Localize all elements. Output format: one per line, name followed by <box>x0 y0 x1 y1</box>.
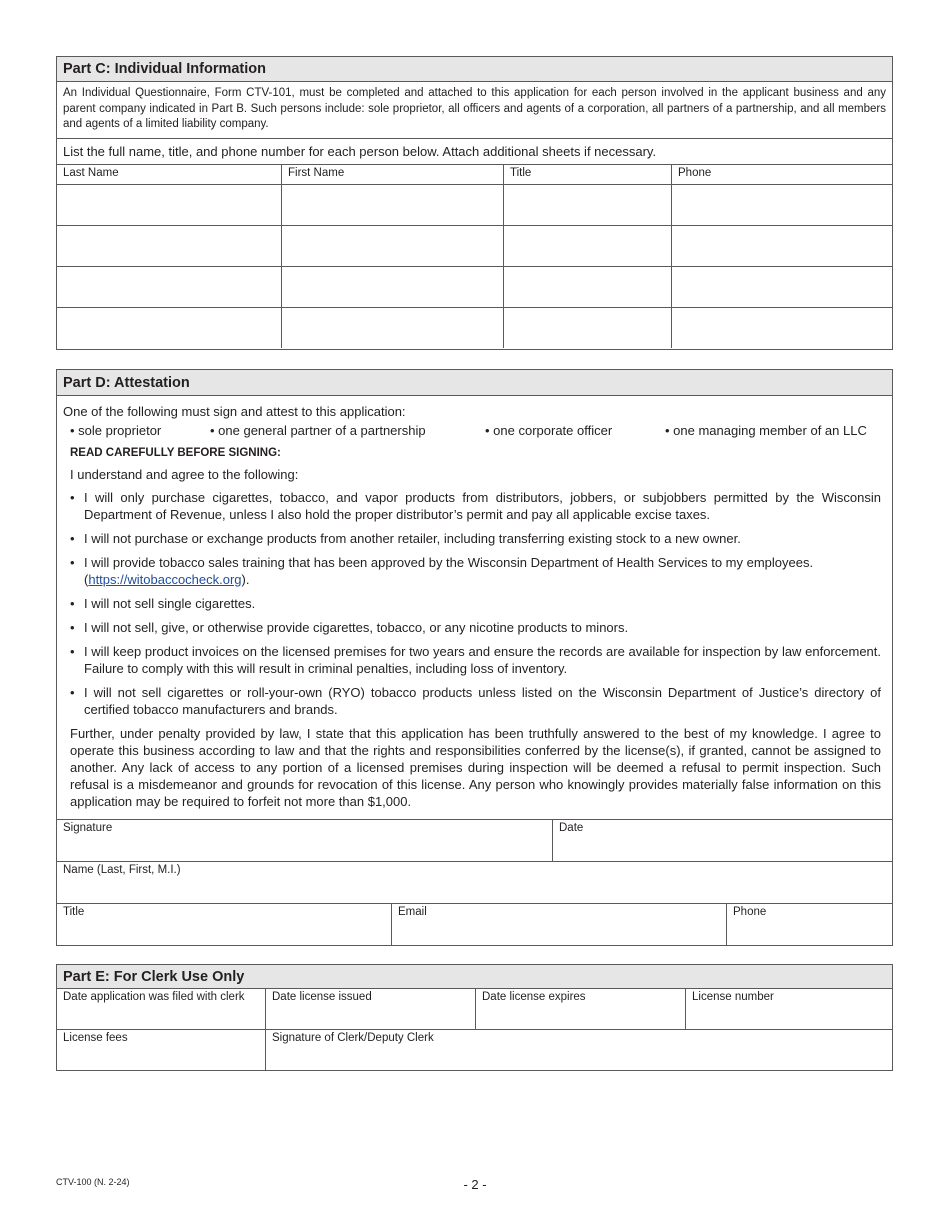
part-c-instruction: List the full name, title, and phone number for each person below. Attach additional sheets if necessary. <box>57 139 892 165</box>
table-row <box>57 185 892 226</box>
signer-sole-proprietor: • sole proprietor <box>70 423 162 438</box>
clerk-row-2 <box>57 1030 892 1070</box>
column-first-name: First Name <box>282 165 504 184</box>
signature-field[interactable] <box>57 820 553 861</box>
column-title: Title <box>504 165 672 184</box>
part-c-section <box>56 56 893 350</box>
part-e-title: Part E: For Clerk Use Only <box>57 965 892 989</box>
part-d-section <box>56 369 893 946</box>
first-name-field[interactable] <box>282 226 504 266</box>
date-expires-field[interactable] <box>476 989 686 1029</box>
first-name-field[interactable] <box>282 185 504 225</box>
list-item: • I will not purchase or exchange products from another retailer, including transferring existing stock to a new owner. <box>70 531 741 546</box>
attestation-lead: One of the following must sign and attest to this application: <box>63 404 406 419</box>
page-number: - 2 - <box>463 1177 487 1192</box>
attestation-body <box>57 396 892 820</box>
date-filed-field[interactable] <box>57 989 266 1029</box>
name-row <box>57 862 892 904</box>
table-row <box>57 267 892 308</box>
name-field[interactable] <box>57 862 892 903</box>
list-item: • I will not sell, give, or otherwise provide cigarettes, tobacco, or any nicotine products to minors. <box>70 620 629 635</box>
email-field[interactable] <box>392 904 727 945</box>
attestation-closing: Further, under penalty provided by law, I state that this application has been truthfully answered to the best of my knowledge. I agree to operate this business according to law and that the rights and responsibilities conferred by the license(s), if granted, cannot be assigned to another. Any lack of access to any portion of a licensed premises during inspection will be deemed a refusal to permit inspection. Such refusal is a misdemeanor and grounds for revocation of this license. Any person who knowingly provides materially false information on this application may be required to forfeit not more than $1,000. <box>70 726 881 809</box>
date-issued-field[interactable] <box>266 989 476 1029</box>
understand-statement: I understand and agree to the following: <box>70 467 299 482</box>
date-label: Date <box>559 822 584 834</box>
signer-managing-member: • one managing member of an LLC <box>665 423 867 438</box>
list-item: • I will not sell cigarettes or roll-your-own (RYO) tobacco products unless listed on the Wisconsin Department of Justice’s directory of certified tobacco manufacturers and brands. <box>70 685 881 717</box>
license-fees-field[interactable] <box>57 1030 266 1070</box>
column-phone: Phone <box>678 167 712 179</box>
column-last-name: Last Name <box>57 165 282 184</box>
table-row <box>57 226 892 267</box>
last-name-field[interactable] <box>57 267 282 307</box>
contact-row <box>57 904 892 945</box>
part-d-title: Part D: Attestation <box>57 370 892 396</box>
list-item: • I will only purchase cigarettes, tobacco, and vapor products from distributors, jobbers, or subjobbers permitted by the Wisconsin Department of Revenue, unless I also hold the proper distributor’s permit and pay all applicable excise taxes. <box>70 490 881 522</box>
part-c-intro: An Individual Questionnaire, Form CTV-101, must be completed and attached to this application for each person involved in the applicant business and any parent company indicated in Part B. Such persons include: sole proprietor, all officers and agents of a corporation, all partners of a partnership, and all members and agents of a limited liability company. <box>57 82 892 139</box>
signer-general-partner: • one general partner of a partnership <box>210 423 426 438</box>
email-label: Email <box>398 906 427 918</box>
table-row <box>57 308 892 348</box>
signature-label: Signature <box>63 822 113 834</box>
read-carefully-heading: READ CAREFULLY BEFORE SIGNING: <box>70 447 281 459</box>
date-filed-label: Date application was filed with clerk <box>63 991 245 1003</box>
form-id: CTV-100 (N. 2-24) <box>56 1177 130 1187</box>
name-label: Name (Last, First, M.I.) <box>63 864 181 876</box>
title-label: Title <box>63 906 85 918</box>
first-name-field[interactable] <box>282 267 504 307</box>
phone-field[interactable] <box>672 226 892 266</box>
title-field[interactable] <box>504 267 672 307</box>
attestation-bullets <box>70 489 881 718</box>
license-number-label: License number <box>692 991 774 1003</box>
clerk-row-1 <box>57 989 892 1030</box>
individuals-header-row <box>57 165 892 185</box>
part-c-title: Part C: Individual Information <box>57 57 892 82</box>
phone-field[interactable] <box>672 267 892 307</box>
title-field[interactable] <box>504 308 672 348</box>
list-item: • I will keep product invoices on the licensed premises for two years and ensure the records are available for inspection by law enforcement. Failure to comply with this will result in criminal penalties, including loss of inventory. <box>70 644 881 676</box>
list-item: • I will not sell single cigarettes. <box>70 596 256 611</box>
date-field[interactable] <box>553 820 892 861</box>
witobaccocheck-link[interactable]: https://witobaccocheck.org <box>88 572 242 587</box>
phone-field[interactable] <box>672 308 892 348</box>
license-number-field[interactable] <box>686 989 892 1029</box>
clerk-signature-field[interactable] <box>266 1030 892 1070</box>
first-name-field[interactable] <box>282 308 504 348</box>
part-e-section <box>56 964 893 1071</box>
title-field[interactable] <box>504 185 672 225</box>
phone-label: Phone <box>733 906 767 918</box>
clerk-signature-label: Signature of Clerk/Deputy Clerk <box>272 1032 434 1044</box>
phone-field[interactable] <box>672 185 892 225</box>
last-name-field[interactable] <box>57 308 282 348</box>
list-item: • I will provide tobacco sales training that has been approved by the Wisconsin Department of Health Services to my employees. (https://witobaccocheck.org). <box>70 555 814 587</box>
date-expires-label: Date license expires <box>482 991 586 1003</box>
signer-title-field[interactable] <box>57 904 392 945</box>
signer-list <box>63 420 881 440</box>
license-fees-label: License fees <box>63 1032 128 1044</box>
last-name-field[interactable] <box>57 185 282 225</box>
signature-row <box>57 820 892 862</box>
date-issued-label: Date license issued <box>272 991 372 1003</box>
signer-corporate-officer: • one corporate officer <box>485 423 613 438</box>
signer-phone-field[interactable] <box>727 904 892 945</box>
title-field[interactable] <box>504 226 672 266</box>
last-name-field[interactable] <box>57 226 282 266</box>
